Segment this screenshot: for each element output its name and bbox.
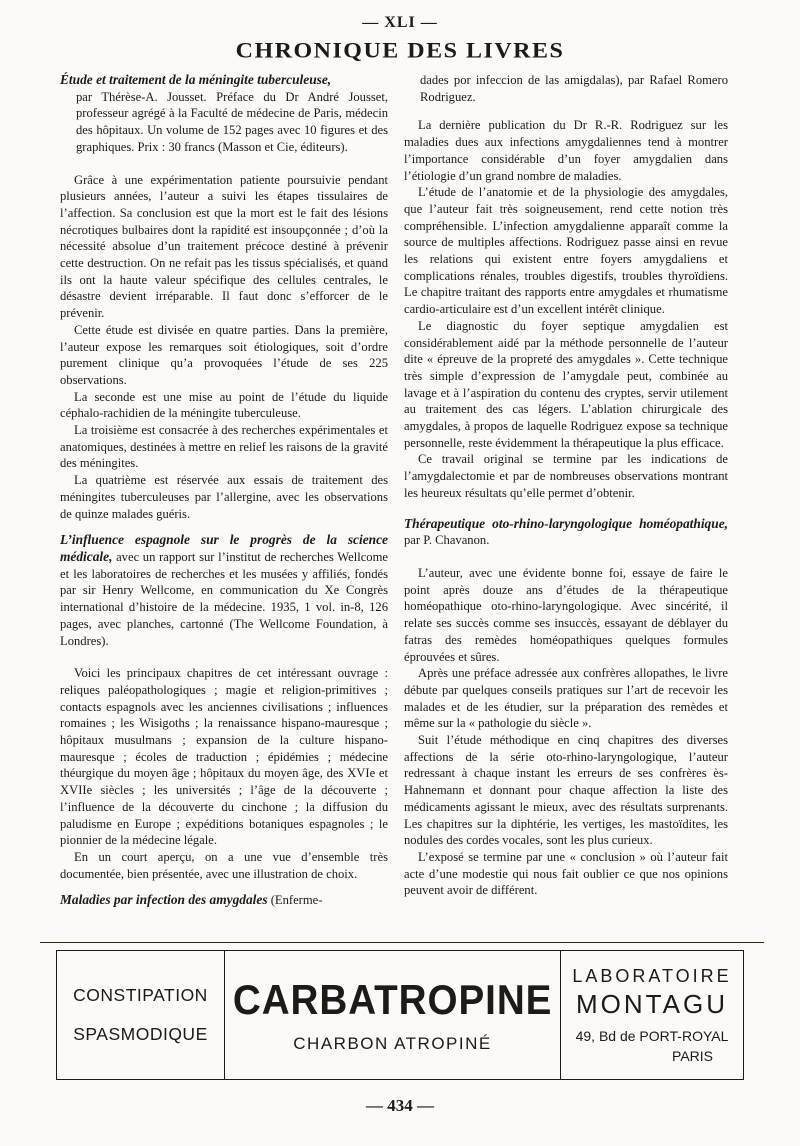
ad-lab-address: 49, Bd de PORT-ROYAL [575,1028,729,1044]
review-entry-therapeutique [404,516,728,899]
entry-reference-meningite: par Thérèse-A. Jousset. Préface du Dr André Jousset, professeur agrégé à la Faculté de médecine de Paris, médecin des hôpitaux. Un volume de 152 pages avec 10 figures et des graphiques. Prix : 30 francs (Masson et Cie, éditeurs). [76,89,388,154]
review-entry-amygdales [60,892,388,909]
roman-page-number: — XLI — [362,14,438,31]
entry-title-meningite: Étude et traitement de la méningite tuberculeuse, [60,72,332,87]
ad-brand-name: CARBATROPINE [232,976,553,1023]
review-entry-influence-espagnole [60,532,388,882]
ad-lab-city: PARIS [672,1048,713,1064]
entry-reference-therapeutique: par P. Chavanon. [404,533,490,548]
paragraph: Le diagnostic du foyer septique amygdalien est considérablement aidé par la méthode personnelle de l’auteur dite « épreuve de la propreté des amygdales ». Cette technique très simple d’expression de l’amygdale peut, combinée au lavage et à l’aspiration du contenu des cryptes, servir utilement au traitement des cas légers. L’ablation chirurgicale des amygdales, à propos de laquelle Rodriguez expose sa technique personnelle, reste évidemment la thérapeutique la plus efficace. [404,318,728,450]
paragraph: La dernière publication du Dr R.-R. Rodriguez sur les maladies dues aux infections amygdaliennes tend à montrer l’importance considérable d’un foyer amygdalien dans l’étiologie d’un grand nombre de maladies. [404,118,728,183]
paragraph: Cette étude est divisée en quatre parties. Dans la première, l’auteur expose les remarques soit étiologiques, soit d’ordre purement clinique qu’a provoquées l’étude de ses 225 observations. [60,322,388,387]
paragraph: L’étude de l’anatomie et de la physiologie des amygdales, que l’auteur fait très soigneusement, rend cette notion très compréhensible. L’infection amygdalienne apparaît comme la source de multiples affections. Rodriguez passe ainsi en revue les relations qui existent entre foyers amygdaliens et complications rénales, troubles digestifs, troubles thyroïdiens. Le chapitre traitant des rapports entre amygdales et rhumatisme cardio-articulaire est d’un excellent intérêt clinique. [404,185,728,317]
paragraph: En un court aperçu, on a une vue d’ensemble très documentée, bien présentée, avec une illustration de choix. [60,849,388,881]
paragraph: L’exposé se termine par une « conclusion » où l’auteur fait acte d’une modestie qui nous fait oublier ce que nos opinions peuvent avoir de différent. [404,849,728,898]
entry-title-amygdales: Maladies par infection des amygdales [60,892,268,908]
paragraph: La seconde est une mise au point de l’étude du liquide céphalo-rachidien de la méningite tuberculeuse. [60,389,388,421]
entry-title-therapeutique: Thérapeutique oto-rhino-laryngologique homéopathique, [404,515,728,531]
paragraph: Après une préface adressée aux confrères allopathes, le livre débute par quelques conseils pratiques sur l’art de recevoir les malades et de les étudier, sur la préparation des remèdes et même sur la « pathologie du siècle ». [404,666,728,731]
advertisement-carbatropine [56,950,744,1080]
paragraph: Ce travail original se termine par les indications de l’amygdalectomie et par de nombreuses observations montrant les heureux résultats qu’elle permet d’obtenir. [404,452,728,500]
paragraph: La quatrième est réservée aux essais de traitement des méningites tuberculeuses par l’allergine, avec les observations de quinze malades guéris. [60,473,388,521]
ad-brand-block [225,951,561,1079]
paragraph: L’auteur, avec une évidente bonne foi, essaye de faire le point après douze ans d’études de la thérapeutique homéopathique oto-rhino-laryngologique. Avec sincérité, il relate ses succès comme ses insuccès, essayant de déblayer du fatras des remèdes homéopathiques quelques formules éprouvées et sûres. [404,565,728,664]
paragraph: La troisième est consacrée à des recherches expérimentales et anatomiques, destinées à mettre en relief les raisons de la gravité des méningites. [60,423,388,471]
ad-indication-line2: SPASMODIQUE [73,1024,208,1044]
ad-lab-name: MONTAGU [576,989,728,1019]
entry-reference-amygdales-end: dades por infeccion de las amigdalas), par Rafael Romero Rodriguez. [420,73,728,104]
review-entry-amygdales-continued [404,72,728,502]
right-column [404,72,728,899]
divider [40,942,764,943]
ad-laboratory [561,951,743,1079]
entry-reference-amygdales-start: (Enferme- [270,893,323,908]
paragraph: Voici les principaux chapitres de cet intéressant ouvrage : reliques paléopathologiques ; magie et religion-primitives ; contacts espagnols avec les anciennes civilisations ; influences romaines ; les Wisigoths ; la renaissance hispano-mauresque ; hôpitaux musulmans ; expansion de la culture hispano-mauresque ; écoles de traduction ; épidémies ; médecine théurgique du moyen âge ; hôpitaux du moyen âge, des XVIe et XVIIe siècles ; les universités ; l’âge de la découverte ; l’influence de la découverte du cinchone ; la diffusion du paludisme en Europe ; expéditions botaniques espagnoles ; le pionnier de la médecine légale. [60,666,388,848]
ad-brand-subtitle: CHARBON ATROPINÉ [293,1034,492,1053]
entry-title-influence-espagnole: L’influence espagnole sur le progrès de la science médicale, [60,532,388,564]
ad-indication-line1: CONSTIPATION [73,985,208,1005]
entry-reference-influence-espagnole: avec un rapport sur l’institut de recherches Wellcome et les laboratoires de recherches et les musées y affiliés, fondés par sir Henry Wellcome, en communication du Xe Congrès international d’histoire de la médecine. 1935, 1 vol. in-8, 126 pages, avec planches, cartonné (The Wellcome Foundation, à Londres). [60,549,388,648]
section-title: CHRONIQUE DES LIVRES [235,39,565,63]
paragraph: Suit l’étude méthodique en cinq chapitres des diverses affections de la série oto-rhino-laryngologique, l’auteur redressant à chaque instant les erreurs de ses confrères ès-Hahnemann et donnant pour chaque affection la liste des médicaments agissant le mieux, avec des résultats surprenants. Les chapitres sur la diphtérie, les vertiges, les mastoïdites, les nodules des cordes vocales, sont les plus curieux. [404,733,728,848]
left-column [60,72,388,909]
page-number: — 434 — [366,1096,434,1115]
review-entry-meningite [60,72,388,522]
ad-lab-label: LABORATOIRE [572,966,732,986]
ad-indication [57,951,225,1079]
paragraph: Grâce à une expérimentation patiente poursuivie pendant plusieurs années, l’auteur a suivi les étapes tissulaires de l’affection. Sa conclusion est que la mort est le fait des lésions nécrotiques bulbaires dont la rapidité est insoupçonnée ; d’où la nécessité absolue d’un traitement précoce destiné à prévenir cette destruction. On ne refait pas les tissus spécialisés, et quand ils ont la haute valeur spécifique des cellules centrales, le désastre devient irréparable. Il faut donc s’efforcer de le prévenir. [60,172,388,321]
